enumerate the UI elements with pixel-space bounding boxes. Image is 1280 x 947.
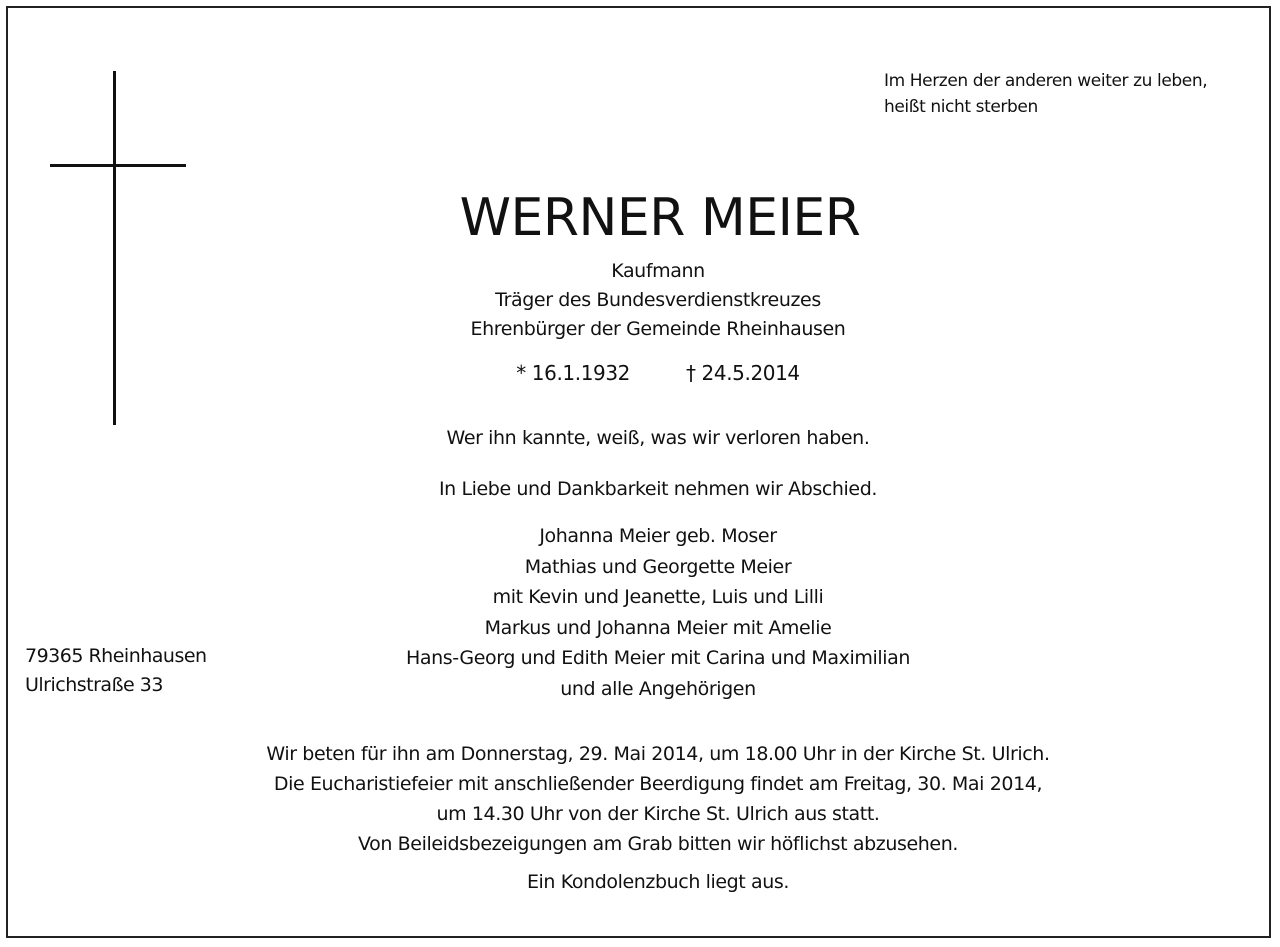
death-date: † 24.5.2014 xyxy=(686,361,800,385)
title-line: Kaufmann xyxy=(611,260,705,282)
quote-line: Wer ihn kannte, weiß, was wir verloren haben. xyxy=(446,427,870,449)
address xyxy=(25,642,207,700)
title-line: Ehrenbürger der Gemeinde Rheinhausen xyxy=(470,318,846,340)
notice-line: Von Beileidsbezeigungen am Grab bitten wir höflichst abzusehen. xyxy=(358,833,958,855)
notice-line: Die Eucharistiefeier mit anschließender Beerdigung findet am Freitag, 30. Mai 2014, xyxy=(273,773,1043,795)
motto-line: heißt nicht sterben xyxy=(884,97,1038,117)
address-line: Ulrichstraße 33 xyxy=(25,674,163,696)
deceased-name: WERNER MEIER xyxy=(459,188,861,248)
birth-date: * 16.1.1932 xyxy=(516,361,630,385)
address-line: 79365 Rheinhausen xyxy=(25,645,207,667)
motto-line: Im Herzen der anderen weiter zu leben, xyxy=(884,71,1208,91)
condolence-line: Ein Kondolenzbuch liegt aus. xyxy=(526,871,790,893)
family-member: Hans-Georg und Edith Meier mit Carina und Maximilian xyxy=(406,647,910,669)
family-member: Johanna Meier geb. Moser xyxy=(539,525,777,547)
cross-horizontal-bar xyxy=(50,164,186,167)
farewell-line: In Liebe und Dankbarkeit nehmen wir Abschied. xyxy=(438,478,878,500)
life-dates xyxy=(0,359,1280,388)
titles xyxy=(0,257,1280,344)
motto xyxy=(884,68,1207,120)
notice-line: Wir beten für ihn am Donnerstag, 29. Mai 2014, um 18.00 Uhr in der Kirche St. Ulrich. xyxy=(266,743,1050,765)
title-line: Träger des Bundesverdienstkreuzes xyxy=(495,289,821,311)
family-member: mit Kevin und Jeanette, Luis und Lilli xyxy=(492,586,824,608)
service-notice xyxy=(0,739,1280,859)
family-member: Mathias und Georgette Meier xyxy=(524,555,792,578)
notice-line: um 14.30 Uhr von der Kirche St. Ulrich aus statt. xyxy=(436,803,880,825)
family-member: Markus und Johanna Meier mit Amelie xyxy=(484,616,832,639)
family-member: und alle Angehörigen xyxy=(560,677,756,700)
